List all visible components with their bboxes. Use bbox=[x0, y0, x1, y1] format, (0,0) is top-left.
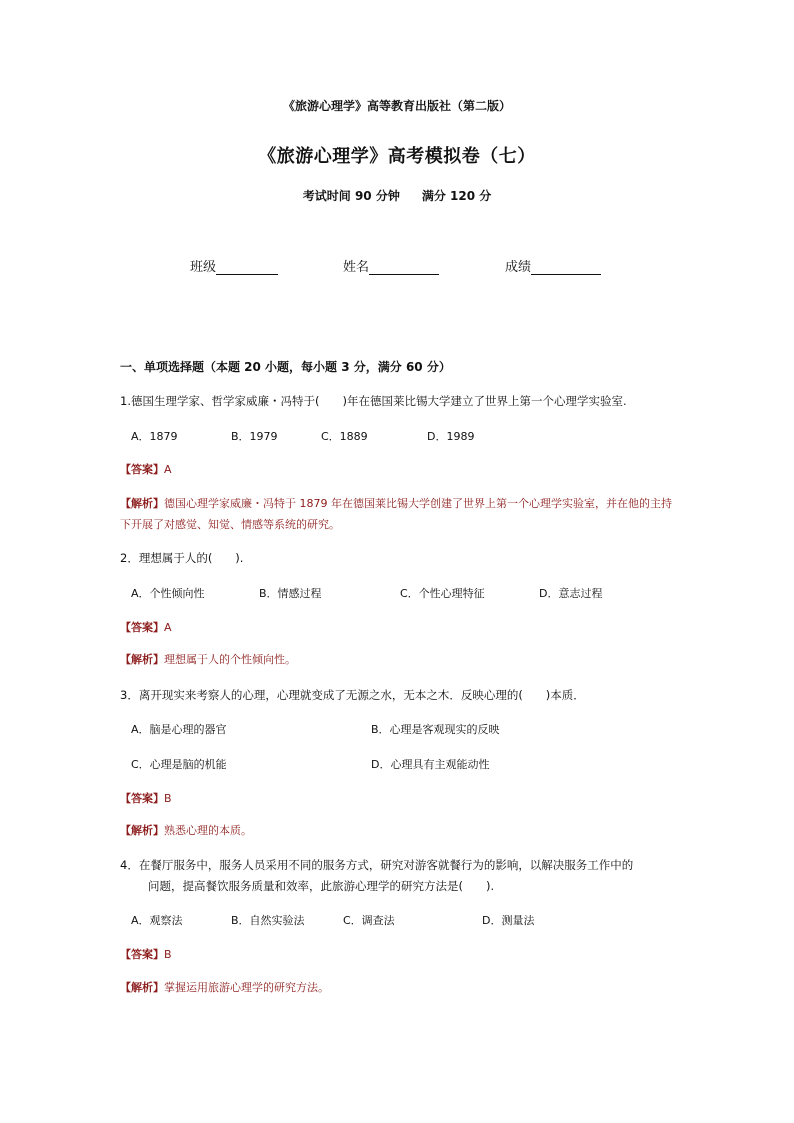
name-label: 姓名 bbox=[343, 260, 370, 275]
class-label: 班级 bbox=[190, 260, 217, 275]
explanation-tag: 【解析】 bbox=[120, 824, 164, 837]
option: D．意志过程 bbox=[539, 587, 603, 600]
full-score: 满分 120 分 bbox=[421, 189, 492, 203]
class-field bbox=[190, 256, 278, 275]
explanation bbox=[120, 820, 680, 841]
option: C．调查法 bbox=[343, 914, 395, 927]
option: C．1889 bbox=[321, 430, 368, 443]
answer bbox=[120, 946, 172, 962]
option: D．1989 bbox=[427, 430, 475, 443]
exam-info bbox=[0, 187, 794, 204]
answer-tag: 【答案】 bbox=[120, 621, 164, 634]
section-title: 一、单项选择题（本题 20 小题，每小题 3 分，满分 60 分） bbox=[120, 360, 451, 374]
explanation-tag: 【解析】 bbox=[120, 497, 164, 510]
answer-value: B bbox=[164, 792, 172, 805]
explanation-text: 理想属于人的个性倾向性。 bbox=[164, 653, 296, 666]
question-text-line2: 问题，提高餐饮服务质量和效率，此旅游心理学的研究方法是( ). bbox=[148, 879, 495, 893]
option: C．心理是脑的机能 bbox=[131, 758, 227, 771]
answer bbox=[120, 619, 172, 635]
option: B．自然实验法 bbox=[231, 914, 305, 927]
score-blank bbox=[531, 260, 601, 275]
option: A．观察法 bbox=[131, 914, 183, 927]
answer-tag: 【答案】 bbox=[120, 948, 164, 961]
option: A．1879 bbox=[131, 430, 178, 443]
option: B．心理是客观现实的反映 bbox=[371, 723, 500, 736]
explanation-tag: 【解析】 bbox=[120, 981, 164, 994]
explanation bbox=[120, 977, 680, 998]
option: D．测量法 bbox=[482, 914, 535, 927]
explanation-text: 掌握运用旅游心理学的研究方法。 bbox=[164, 981, 329, 994]
answer-tag: 【答案】 bbox=[120, 463, 164, 476]
explanation bbox=[120, 493, 680, 535]
option: B．1979 bbox=[231, 430, 278, 443]
option: D．心理具有主观能动性 bbox=[371, 758, 490, 771]
explanation-text: 熟悉心理的本质。 bbox=[164, 824, 252, 837]
class-blank bbox=[216, 260, 278, 275]
explanation-tag: 【解析】 bbox=[120, 653, 164, 666]
name-blank bbox=[369, 260, 439, 275]
option: A．个性倾向性 bbox=[131, 587, 205, 600]
question-text-line1: 4．在餐厅服务中，服务人员采用不同的服务方式，研究对游客就餐行为的影响，以解决服务工作中的 bbox=[120, 858, 634, 872]
publisher-line: 《旅游心理学》高等教育出版社（第二版） bbox=[282, 99, 511, 113]
explanation-text: 德国心理学家威廉・冯特于 1879 年在德国莱比锡大学创建了世界上第一个心理学实验室，并在他的主持下开展了对感觉、知觉、情感等系统的研究。 bbox=[120, 497, 672, 531]
page-title: 《旅游心理学》高考模拟卷（七） bbox=[258, 146, 536, 167]
exam-time: 考试时间 90 分钟 bbox=[302, 189, 400, 203]
score-field bbox=[505, 256, 601, 275]
question-text: 3．离开现实来考察人的心理，心理就变成了无源之水，无本之木．反映心理的( )本质． bbox=[120, 688, 585, 702]
answer-tag: 【答案】 bbox=[120, 792, 164, 805]
answer bbox=[120, 790, 172, 806]
answer-value: A bbox=[164, 621, 172, 634]
option: A．脑是心理的器官 bbox=[131, 723, 227, 736]
option: B．情感过程 bbox=[259, 587, 322, 600]
question-text: 1.德国生理学家、哲学家威廉・冯特于( )年在德国莱比锡大学建立了世界上第一个心理学实验室. bbox=[120, 394, 627, 408]
question-text: 2．理想属于人的( ). bbox=[120, 551, 244, 565]
name-field bbox=[343, 256, 439, 275]
answer-value: B bbox=[164, 948, 172, 961]
explanation bbox=[120, 649, 680, 670]
option: C．个性心理特征 bbox=[400, 587, 485, 600]
answer bbox=[120, 461, 172, 477]
score-label: 成绩 bbox=[505, 260, 532, 275]
answer-value: A bbox=[164, 463, 172, 476]
